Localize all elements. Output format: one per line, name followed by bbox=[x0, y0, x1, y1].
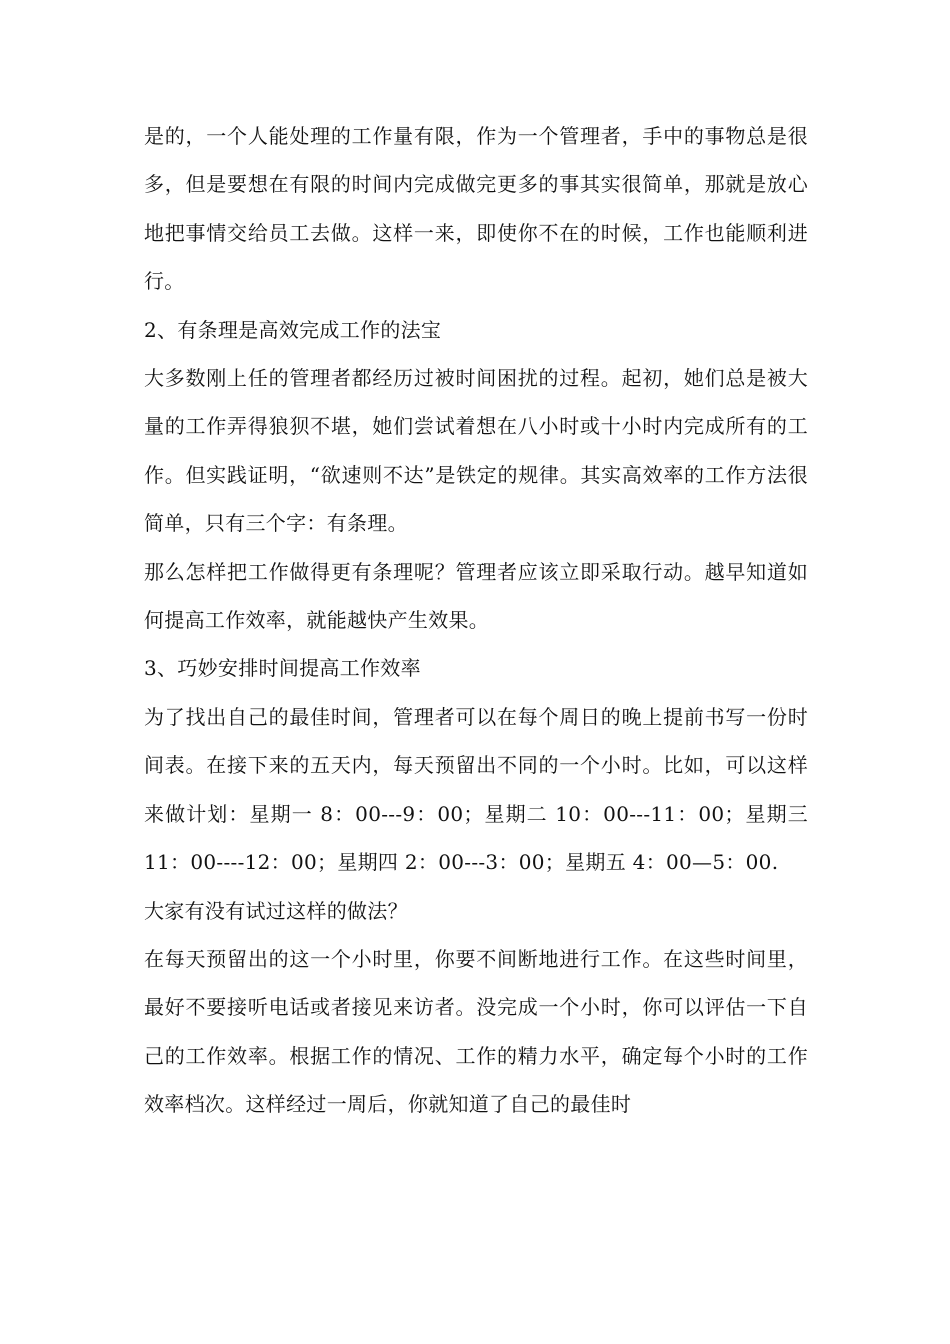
document-body bbox=[144, 112, 808, 1129]
paragraph: 为了找出自己的最佳时间，管理者可以在每个周日的晚上提前书写一份时间表。在接下来的五天内，每天预留出不同的一个小时。比如，可以这样来做计划：星期一 8：00---9：00；星期二 10：00---11：00；星期三 11：00----12：00；星期四 2：00---3：00；星期五 4：00—5：00. bbox=[144, 704, 808, 875]
paragraph: 在每天预留出的这一个小时里，你要不间断地进行工作。在这些时间里，最好不要接听电话或者接见来访者。没完成一个小时，你可以评估一下自己的工作效率。根据工作的情况、工作的精力水平，确定每个小时的工作效率档次。这样经过一周后，你就知道了自己的最佳时 bbox=[144, 946, 808, 1117]
section-heading: 2、有条理是高效完成工作的法宝 bbox=[144, 317, 442, 342]
paragraph: 那么怎样把工作做得更有条理呢？管理者应该立即采取行动。越早知道如何提高工作效率，就能越快产生效果。 bbox=[144, 559, 808, 633]
paragraph: 大多数刚上任的管理者都经历过被时间困扰的过程。起初，她们总是被大量的工作弄得狼狈不堪，她们尝试着想在八小时或十小时内完成所有的工作。但实践证明，“欲速则不达”是铁定的规律。其实高效率的工作方法很简单，只有三个字：有条理。 bbox=[144, 366, 808, 536]
paragraph: 是的，一个人能处理的工作量有限，作为一个管理者，手中的事物总是很多，但是要想在有限的时间内完成做完更多的事其实很简单，那就是放心地把事情交给员工去做。这样一来，即使你不在的时候，工作也能顺利进行。 bbox=[144, 124, 808, 294]
paragraph: 大家有没有试过这样的做法？ bbox=[144, 898, 408, 923]
section-heading: 3、巧妙安排时间提高工作效率 bbox=[144, 656, 421, 681]
